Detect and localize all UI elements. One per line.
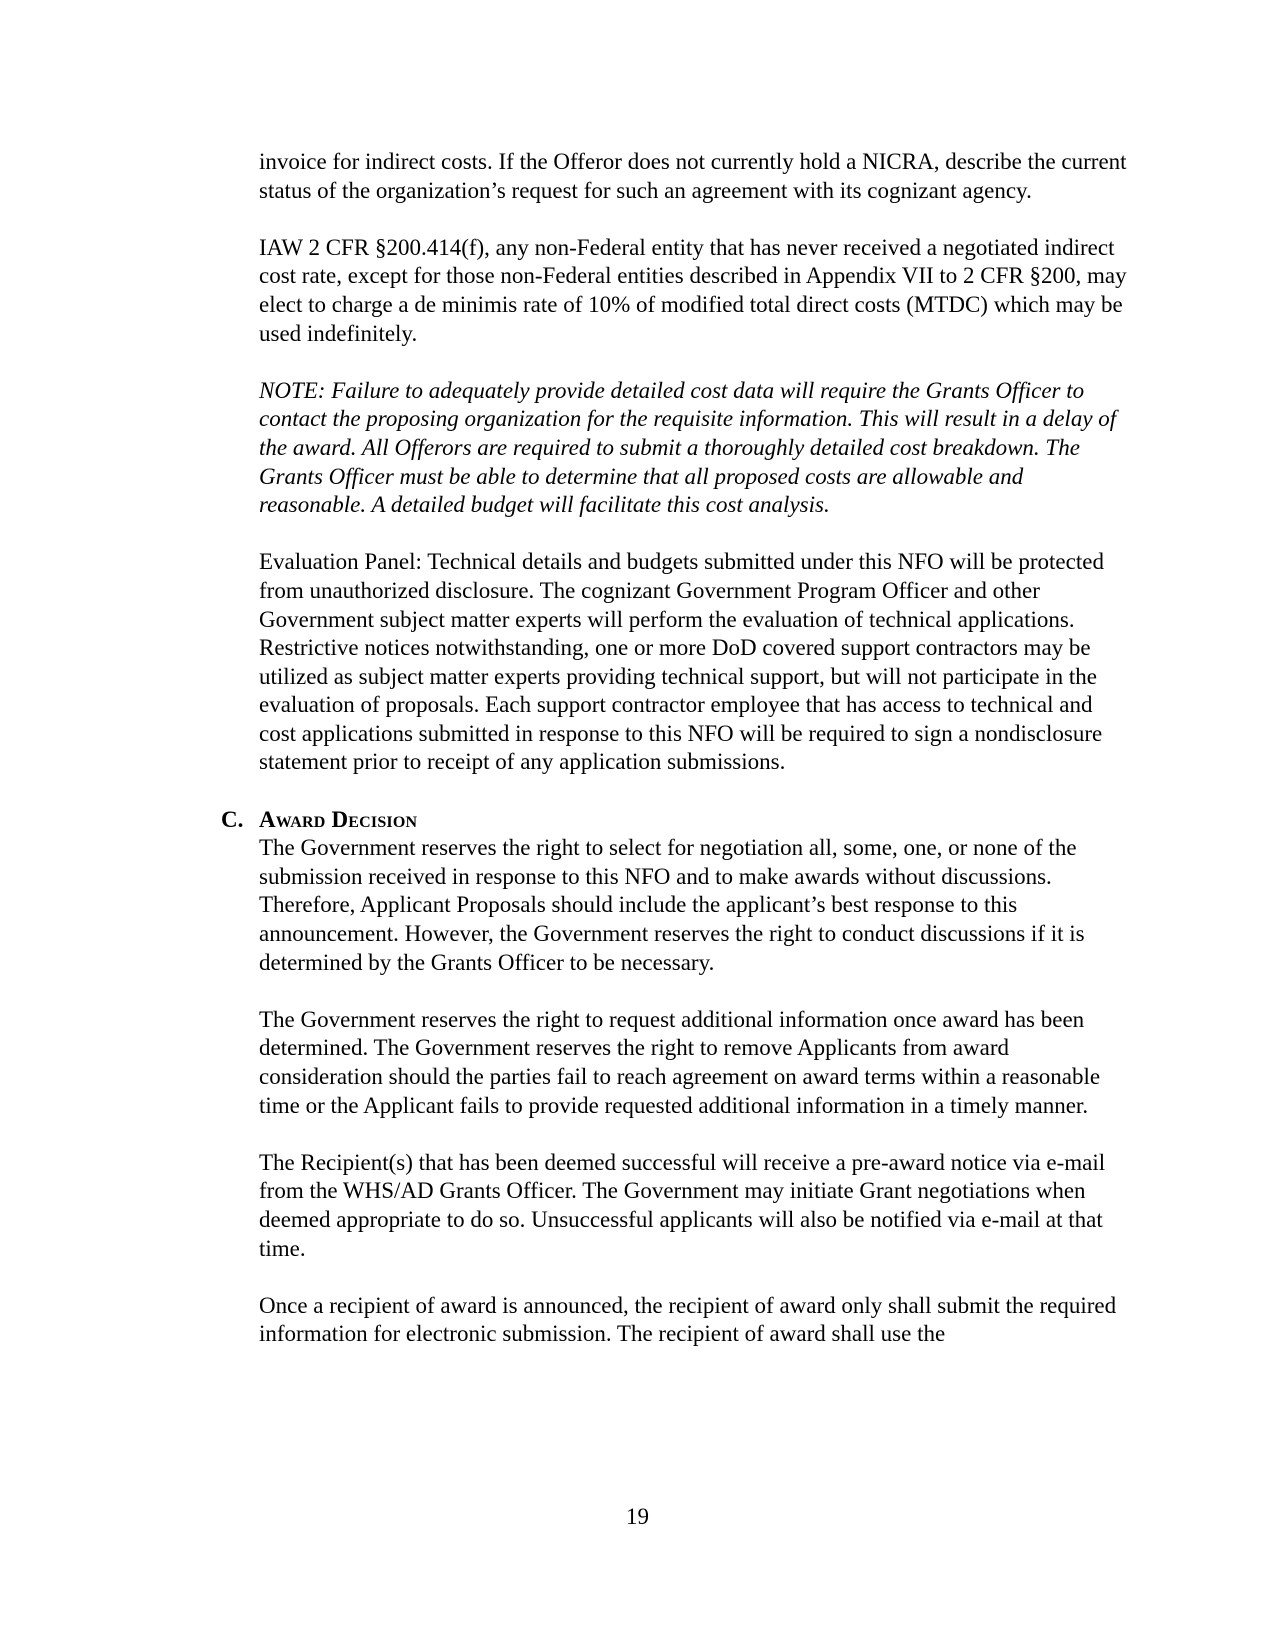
section-letter: C. — [221, 806, 244, 832]
paragraph-evaluation-panel: Evaluation Panel: Technical details and budgets submitted under this NFO will be protected from unauthorized disclosure. The cognizant Government Program Officer and other Government subject matter experts will perform the evaluation of technical applications. Restrictive notices notwithstanding, one or more DoD covered support contractors may be utilized as subject matter experts providing technical support, but will not participate in the evaluation of proposals. Each support contractor employee that has access to technical and cost applications submitted in response to this NFO will be required to sign a nondisclosure statement prior to receipt of any application submissions. — [259, 549, 1104, 775]
paragraph-pre-award-notice: The Recipient(s) that has been deemed successful will receive a pre-award notice via e-mail from the WHS/AD Grants Officer. The Government may initiate Grant negotiations when deemed appropriate to do so. Unsuccessful applicants will also be notified via e-mail at that time. — [259, 1149, 1106, 1261]
page-number: 19 — [626, 1504, 649, 1529]
paragraph-award-selection: The Government reserves the right to select for negotiation all, some, one, or none of the submission received in response to this NFO and to make awards without discussions. Therefore, Applicant Proposals should include the applicant’s best response to this announcement. However, the Government reserves the right to conduct discussions if it is determined by the Grants Officer to be necessary. — [259, 835, 1085, 975]
paragraph-de-minimis-rate: IAW 2 CFR §200.414(f), any non-Federal entity that has never received a negotiated indirect cost rate, except for those non-Federal entities described in Appendix VII to 2 CFR §200, may elect to charge a de minimis rate of 10% of modified total direct costs (MTDC) which may be used indefinitely. — [259, 234, 1127, 346]
paragraph-electronic-submission: Once a recipient of award is announced, the recipient of award only shall submit the required information for electronic submission. The recipient of award shall use the — [259, 1292, 1117, 1347]
page-body — [221, 148, 1129, 1378]
section-title: Award Decision — [259, 806, 418, 832]
paragraph-additional-information: The Government reserves the right to request additional information once award has been determined. The Government reserves the right to remove Applicants from award consideration should the parties fail to reach agreement on award terms within a reasonable time or the Applicant fails to provide requested additional information in a timely manner. — [259, 1006, 1101, 1118]
paragraph-indirect-costs: invoice for indirect costs. If the Offeror does not currently hold a NICRA, describe the current status of the organization’s request for such an agreement with its cognizant agency. — [259, 149, 1127, 203]
section-heading-award-decision — [221, 806, 1129, 835]
paragraph-cost-note: NOTE: Failure to adequately provide detailed cost data will require the Grants Officer to contact the proposing organization for the requisite information. This will result in a delay of the award. All Offerors are required to submit a thoroughly detailed cost breakdown. The Grants Officer must be able to determine that all proposed costs are allowable and reasonable. A detailed budget will facilitate this cost analysis. — [259, 377, 1117, 518]
